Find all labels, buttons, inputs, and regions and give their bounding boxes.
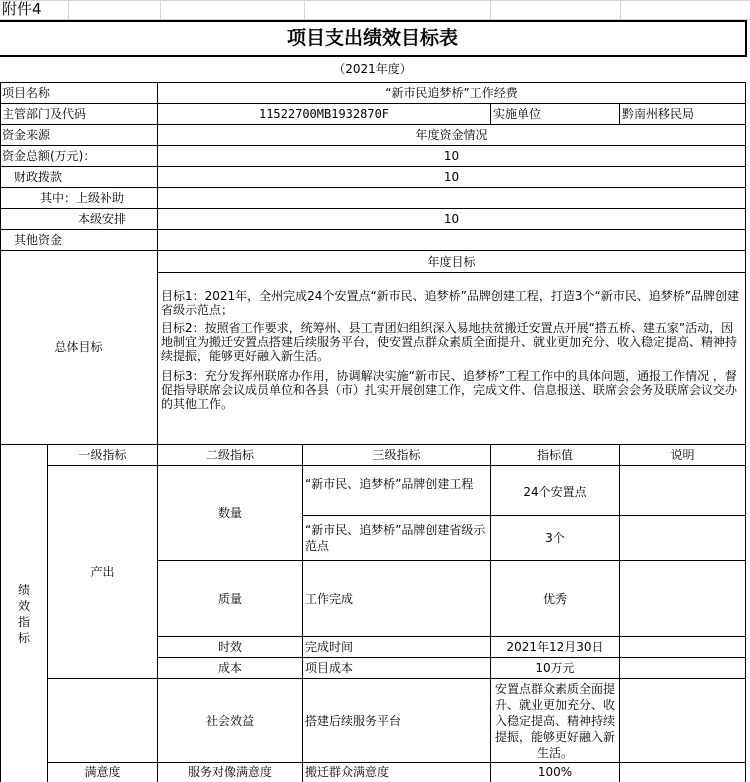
implementer-label: 实施单位	[493, 107, 542, 121]
local-value: 10	[443, 212, 460, 226]
fiscal-label: 财政拨款	[14, 170, 63, 184]
annual-funds-label: 年度资金情况	[415, 128, 488, 142]
level3-social: 搭建后续服务平台	[305, 714, 402, 728]
target-2: 目标2：按照省工作要求，统筹州、县工青团妇组织深入易地扶贫搬迁安置点开展“搭五桥、建五家”活动，因地制宜为搬迁安置点搭建后续服务平台，使安置点群众素质全面提升、就业更加充分、收入稳定提高、精神持续提振，能够更好融入新生活。	[161, 321, 738, 363]
level3-cost: 项目成本	[305, 661, 354, 675]
level3-q2: “新市民、追梦桥”品牌创建省级示范点	[305, 523, 486, 553]
level3-quality: 工作完成	[305, 592, 354, 606]
value-q2: 3个	[545, 531, 565, 545]
level2-service-satisfaction: 服务对像满意度	[187, 765, 272, 779]
project-name-value: “新市民追梦桥”工作经费	[385, 86, 518, 100]
local-label: 本级安排	[78, 212, 127, 226]
value-quality: 优秀	[542, 592, 567, 606]
level2-social: 社会效益	[205, 714, 254, 728]
fund-source-label: 资金来源	[2, 128, 51, 142]
value-satisfaction: 100%	[537, 765, 573, 779]
level1-satisfaction: 满意度	[84, 765, 121, 779]
level2-quality: 质量	[217, 592, 242, 606]
level3-q1: “新市民、追梦桥”品牌创建工程	[305, 477, 474, 491]
annual-target-label: 年度目标	[427, 255, 476, 269]
department-label: 主管部门及代码	[2, 107, 87, 121]
overall-target-label: 总体目标	[54, 340, 103, 354]
header-level1: 一级指标	[78, 448, 127, 462]
header-level2: 二级指标	[205, 448, 254, 462]
fiscal-value: 10	[443, 170, 460, 184]
department-code-value: 11522700MB1932870F	[258, 107, 390, 121]
target-1: 目标1：2021年，全州完成24个安置点“新市民、追梦桥”品牌创建工程，打造3个“新市民、追梦桥”品牌创建省级示范点；	[161, 289, 739, 317]
total-label: 资金总额(万元)：	[2, 149, 96, 163]
target-3: 目标3：充分发挥州联席办作用，协调解决实施“新市民、追梦桥”工程工作中的具体问题，通报工作情况 ，督促指导联席会议成员单位和各县（市）扎实开展创建工作，完成文件、信息报送、联席会会务及联席会议交办的其他工作。	[161, 369, 738, 411]
attachment-label: 附件4	[2, 0, 42, 18]
level3-satisfaction: 搬迁群众满意度	[305, 765, 390, 779]
upper-subsidy-label: 其中：上级补助	[40, 191, 125, 205]
performance-indicator-label: 绩效指标	[17, 583, 30, 645]
value-social: 安置点群众素质全面提升、就业更加充分、收入稳定提高、精神持续提振，能够更好融入新生活。	[494, 682, 615, 760]
other-funds-label: 其他资金	[14, 233, 63, 247]
project-name-label: 项目名称	[2, 86, 51, 100]
header-value: 指标值	[536, 448, 573, 462]
total-value: 10	[443, 149, 460, 163]
level1-output: 产出	[90, 565, 115, 579]
page-title: 项目支出绩效目标表	[286, 27, 458, 49]
year-label: （2021年度）	[333, 62, 412, 76]
value-q1: 24个安置点	[523, 485, 587, 499]
value-cost: 10万元	[535, 661, 575, 675]
implementer-value: 黔南州移民局	[622, 107, 695, 121]
header-note: 说明	[670, 448, 695, 462]
header-level3: 三级指标	[372, 448, 421, 462]
value-time: 2021年12月30日	[506, 640, 604, 654]
level2-quantity: 数量	[217, 506, 242, 520]
level2-timeliness: 时效	[217, 640, 242, 654]
level3-time: 完成时间	[305, 640, 354, 654]
level2-cost: 成本	[217, 661, 242, 675]
